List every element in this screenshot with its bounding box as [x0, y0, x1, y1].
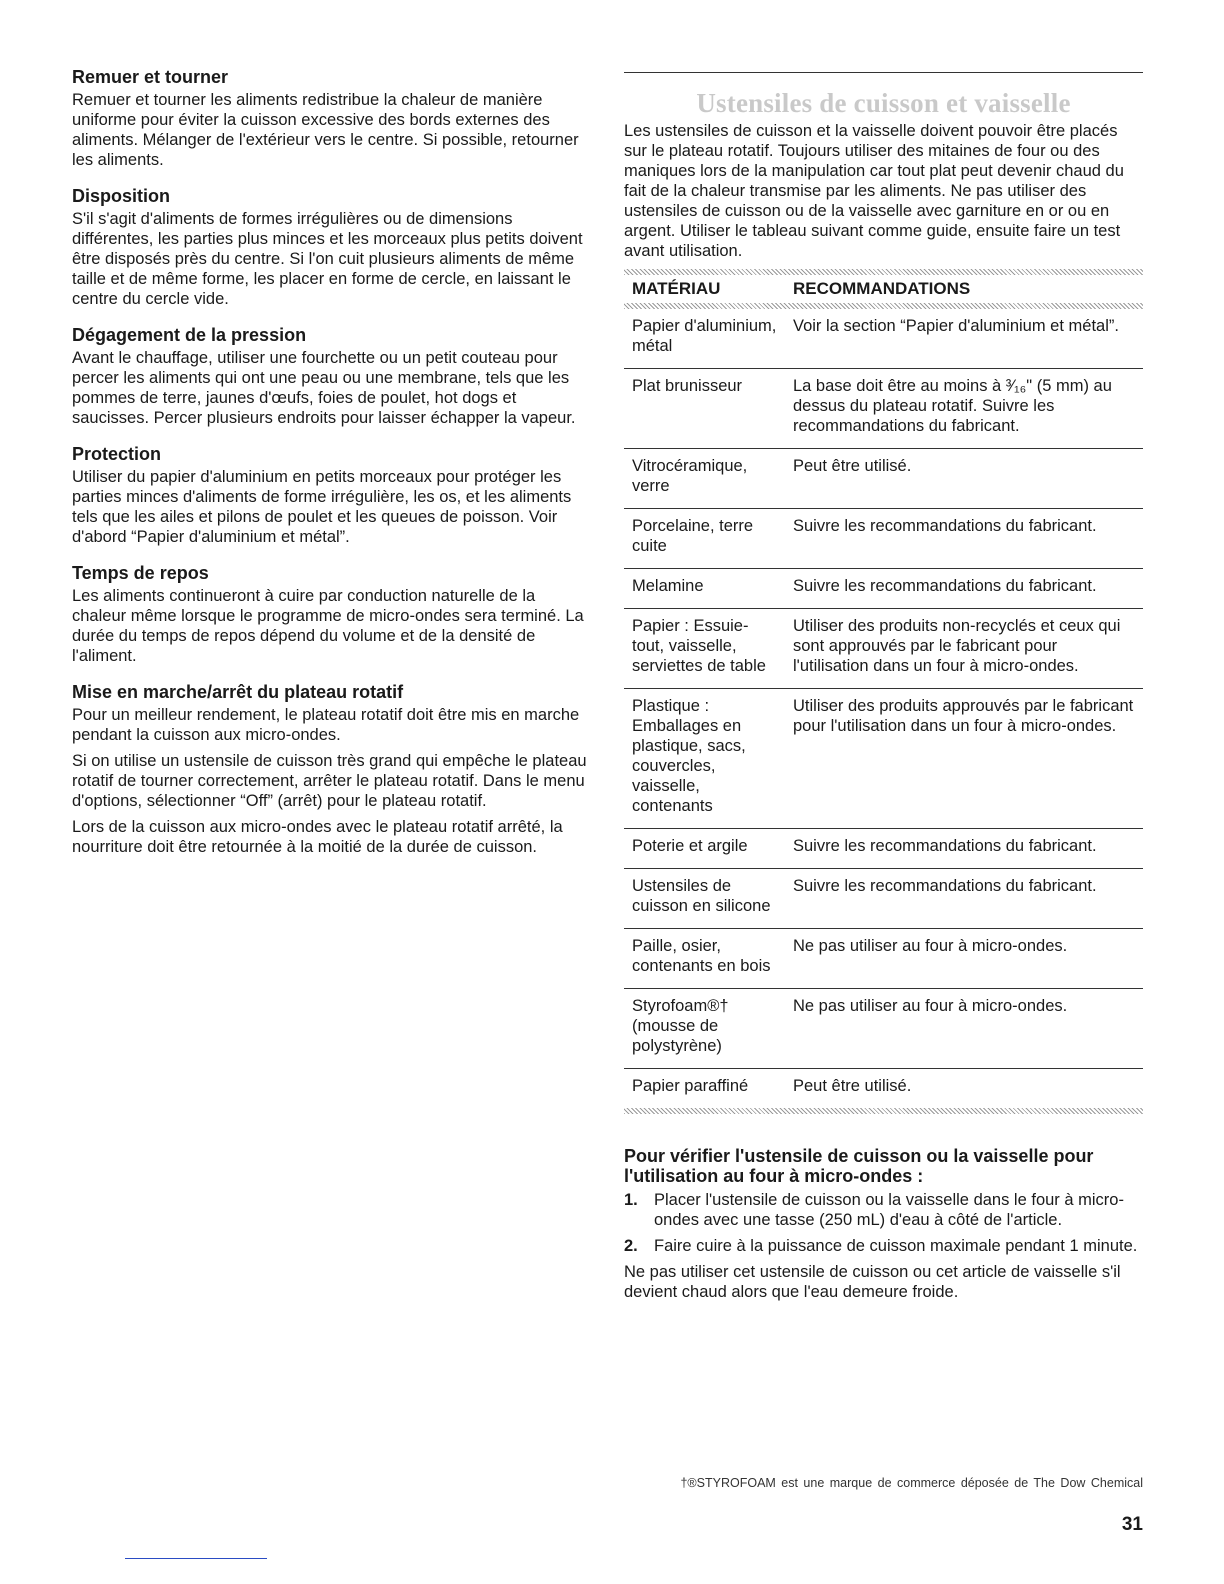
- material-cell: Melamine: [624, 569, 785, 609]
- recommendation-cell: Ne pas utiliser au four à micro-ondes.: [785, 929, 1143, 989]
- material-cell: Poterie et argile: [624, 829, 785, 869]
- table-body: [624, 309, 1143, 1108]
- materials-table: [624, 275, 1143, 1108]
- bottom-rule: [125, 1558, 267, 1559]
- recommendation-cell: Peut être utilisé.: [785, 449, 1143, 509]
- material-cell: Paille, osier, contenants en bois: [624, 929, 785, 989]
- closing-paragraph: Ne pas utiliser cet ustensile de cuisson ou cet article de vaisselle s'il devient chaud alors que l'eau demeure froide.: [624, 1263, 1121, 1301]
- table-row: [624, 609, 1143, 689]
- table-row: [624, 869, 1143, 929]
- section-stir-turn: [72, 66, 592, 170]
- section-paragraph: Utiliser du papier d'aluminium en petits morceaux pour protéger les parties minces d'aliments de forme irrégulière, les os, et les aliments tels que les ailes et pilons de poulet et les queues de poisson. Voir d'abord “Papier d'aluminium et métal”.: [72, 468, 572, 546]
- footnote: †®STYROFOAM est une marque de commerce déposée de The Dow Chemical: [680, 1476, 1143, 1490]
- verify-title: Pour vérifier l'ustensile de cuisson ou la vaisselle pour l'utilisation au four à micro-ondes :: [624, 1146, 1094, 1186]
- recommendation-cell: La base doit être au moins à ³⁄₁₆" (5 mm) au dessus du plateau rotatif. Suivre les recommandations du fabricant.: [785, 369, 1143, 449]
- list-item: [624, 1190, 1143, 1230]
- material-cell: Papier paraffiné: [632, 1077, 749, 1095]
- section-title: Mise en marche/arrêt du plateau rotatif: [72, 682, 404, 702]
- section-paragraph: Remuer et tourner les aliments redistribue la chaleur de manière uniforme pour éviter la cuisson excessive des bords externes des aliments. Mélanger de l'extérieur vers le centre. Si possible, retourner les aliments.: [72, 91, 579, 169]
- table-row: [624, 989, 1143, 1069]
- column-header-material: MATÉRIAU: [632, 279, 721, 298]
- recommendation-cell: Suivre les recommandations du fabricant.: [785, 509, 1143, 569]
- recommendation-cell: Suivre les recommandations du fabricant.: [785, 569, 1143, 609]
- material-cell: Styrofoam®† (mousse de polystyrène): [624, 989, 785, 1069]
- table-row: [624, 449, 1143, 509]
- top-divider: [624, 72, 1143, 73]
- section-paragraph: S'il s'agit d'aliments de formes irrégulières ou de dimensions différentes, les parties plus minces et les morceaux plus petits doivent être disposés près du centre. Si l'on cuit plusieurs aliments de même taille et de même forme, les placer en forme de cercle, en laissant le centre du cercle vide.: [72, 210, 583, 308]
- section-title: Protection: [72, 444, 162, 464]
- material-cell: Papier : Essuie-tout, vaisselle, serviettes de table: [624, 609, 785, 689]
- section-turntable-on-off: [72, 681, 592, 857]
- section-paragraph: Lors de la cuisson aux micro-ondes avec le plateau rotatif arrêté, la nourriture doit être retournée à la moitié de la durée de cuisson.: [72, 818, 563, 856]
- table-row: [624, 369, 1143, 449]
- section-paragraph: Si on utilise un ustensile de cuisson très grand qui empêche le plateau rotatif de tourner correctement, arrêter le plateau rotatif. Dans le menu d'options, sélectionner “Off” (arrêt) pour le plateau rotatif.: [72, 752, 587, 810]
- material-cell: Plastique : Emballages en plastique, sacs, couvercles, vaisselle, contenants: [624, 689, 785, 829]
- material-cell: Vitrocéramique, verre: [624, 449, 785, 509]
- table-row: [624, 309, 1143, 369]
- section-paragraph: Pour un meilleur rendement, le plateau rotatif doit être mis en marche pendant la cuisson aux micro-ondes.: [72, 706, 580, 744]
- verify-section: [624, 1146, 1143, 1302]
- recommendation-cell: Ne pas utiliser au four à micro-ondes.: [785, 989, 1143, 1069]
- material-cell: Porcelaine, terre cuite: [624, 509, 785, 569]
- recommendation-cell: Utiliser des produits approuvés par le fabricant pour l'utilisation dans un four à micro-ondes.: [785, 689, 1143, 829]
- table-row: [624, 829, 1143, 869]
- step-number: 1.: [624, 1191, 638, 1209]
- section-title: Dégagement de la pression: [72, 325, 307, 345]
- section-shielding: [72, 443, 592, 547]
- section-arrangement: [72, 185, 592, 309]
- material-cell: Ustensiles de cuisson en silicone: [624, 869, 785, 929]
- recommendation-cell: Utiliser des produits non-recyclés et ceux qui sont approuvés par le fabricant pour l'utilisation dans un four à micro-ondes.: [785, 609, 1143, 689]
- section-title: Temps de repos: [72, 563, 209, 583]
- intro-paragraph: Les ustensiles de cuisson et la vaisselle doivent pouvoir être placés sur le plateau rotatif. Toujours utiliser des mitaines de four ou des maniques lors de la manipulation car tout plat peut devenir chaud du fait de la chaleur transmise par les aliments. Ne pas utiliser des ustensiles de cuisson ou de la vaisselle avec garniture en or ou en argent. Utiliser le tableau suivant comme guide, ensuite faire un test avant utilisation.: [624, 122, 1124, 260]
- section-pressure-release: [72, 324, 592, 428]
- table-header-row: [624, 275, 1143, 303]
- table-row: [624, 689, 1143, 829]
- page-number: 31: [1121, 1514, 1143, 1535]
- step-text: Faire cuire à la puissance de cuisson maximale pendant 1 minute.: [654, 1237, 1138, 1255]
- section-standing-time: [72, 562, 592, 666]
- list-item: [624, 1236, 1143, 1256]
- section-paragraph: Les aliments continueront à cuire par conduction naturelle de la chaleur même lorsque le programme de micro-ondes sera terminé. La durée du temps de repos dépend du volume et de la densité de l'aliment.: [72, 587, 584, 665]
- recommendation-cell: Suivre les recommandations du fabricant.: [785, 869, 1143, 929]
- table-row: [624, 569, 1143, 609]
- material-cell: Plat brunisseur: [624, 369, 785, 449]
- steps-list: [624, 1190, 1143, 1256]
- step-text: Placer l'ustensile de cuisson ou la vaisselle dans le four à micro-ondes avec une tasse (250 mL) d'eau à côté de l'article.: [654, 1191, 1124, 1229]
- recommendation-cell: Suivre les recommandations du fabricant.: [785, 829, 1143, 869]
- section-title: Disposition: [72, 186, 170, 206]
- table-row: [624, 929, 1143, 989]
- table-row: [624, 1069, 1143, 1109]
- page-title: Ustensiles de cuisson et vaisselle: [696, 88, 1071, 118]
- section-paragraph: Avant le chauffage, utiliser une fourchette ou un petit couteau pour percer les aliments qui ont une peau ou une membrane, tels que les pommes de terre, jaunes d'œufs, foies de poulet, hot dogs et saucisses. Percer plusieurs endroits pour laisser échapper la vapeur.: [72, 349, 576, 427]
- recommendation-cell: Voir la section “Papier d'aluminium et métal”.: [785, 309, 1143, 369]
- step-number: 2.: [624, 1237, 638, 1255]
- table-row: [624, 509, 1143, 569]
- column-header-recommendations: RECOMMANDATIONS: [793, 279, 971, 298]
- material-cell: Papier d'aluminium, métal: [624, 309, 785, 369]
- recommendation-cell: Peut être utilisé.: [793, 1077, 912, 1095]
- left-column: [72, 66, 592, 872]
- table-bottom-hatch: [624, 1108, 1143, 1114]
- section-title: Remuer et tourner: [72, 67, 229, 87]
- right-column: [624, 72, 1143, 1302]
